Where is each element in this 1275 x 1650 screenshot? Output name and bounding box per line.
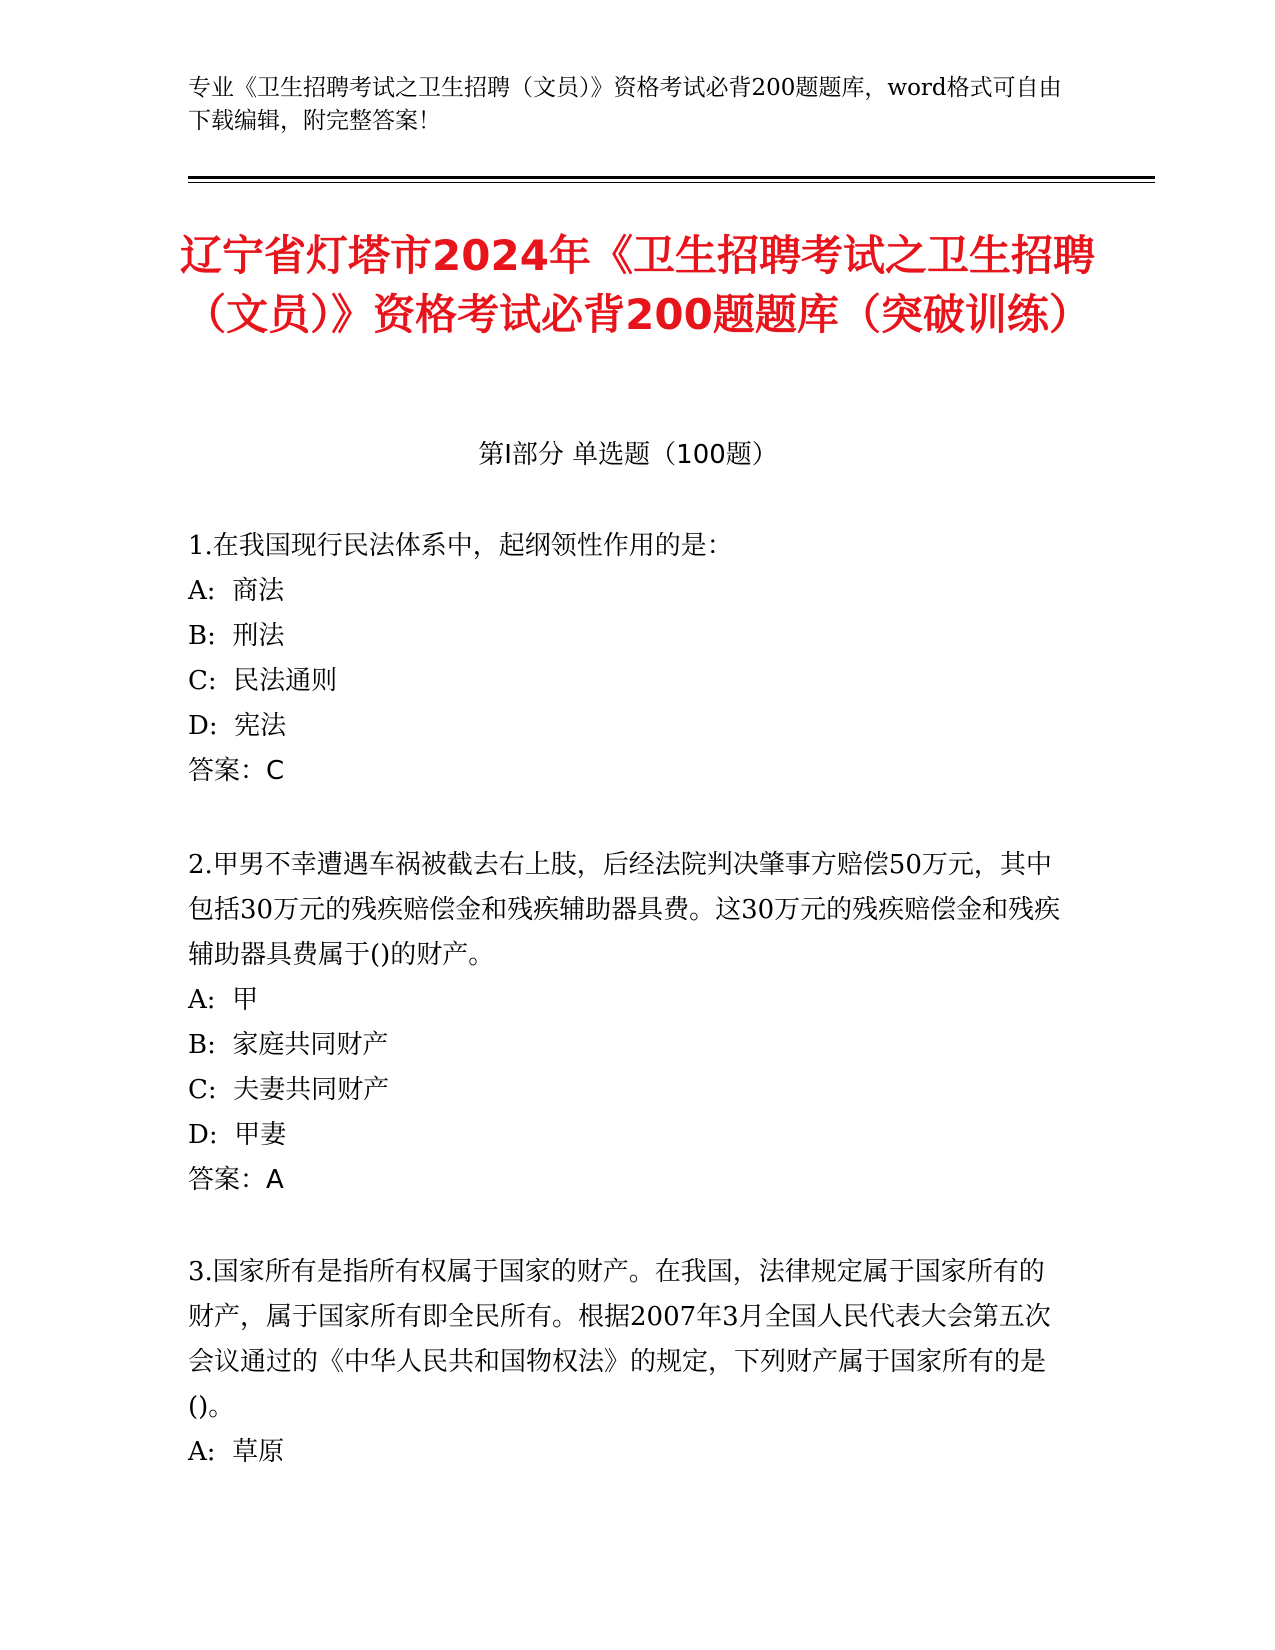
option-b: B: 家庭共同财产 [188,1030,389,1060]
question-stem: 1.在我国现行民法体系中，起纲领性作用的是： [188,531,733,561]
question-3 [188,1250,1068,1475]
header-note: 专业《卫生招聘考试之卫生招聘（文员）》资格考试必背200题题库，word格式可自由下载编辑，附完整答案！ [188,75,1062,134]
option-b: B: 刑法 [188,621,285,651]
option-c: C: 夫妻共同财产 [188,1075,390,1105]
option-d: D: 甲妻 [188,1120,287,1150]
option-a: A: 草原 [188,1437,285,1467]
option-c: C: 民法通则 [188,666,338,696]
answer: 答案：A [188,1165,284,1195]
question-2 [188,843,1068,1203]
header-divider-thin [188,182,1155,183]
section-title: 第Ⅰ部分 单选题（100题） [478,440,778,470]
header-divider-thick [188,176,1155,179]
option-a: A: 甲 [188,985,259,1015]
question-stem: 3.国家所有是指所有权属于国家的财产。在我国，法律规定属于国家所有的财产，属于国家所有即全民所有。根据2007年3月全国人民代表大会第五次会议通过的《中华人民共和国物权法》的规定，下列财产属于国家所有的是()。 [188,1257,1051,1422]
question-stem: 2.甲男不幸遭遇车祸被截去右上肢，后经法院判决肇事方赔偿50万元，其中包括30万元的残疾赔偿金和残疾辅助器具费。这30万元的残疾赔偿金和残疾辅助器具费属于()的财产。 [188,850,1061,970]
answer: 答案：C [188,756,285,786]
document-title: 辽宁省灯塔市2024年《卫生招聘考试之卫生招聘（文员）》资格考试必背200题题库（突破训练） [180,231,1095,339]
option-d: D: 宪法 [188,711,287,741]
question-1 [188,524,1068,794]
option-a: A: 商法 [188,576,285,606]
